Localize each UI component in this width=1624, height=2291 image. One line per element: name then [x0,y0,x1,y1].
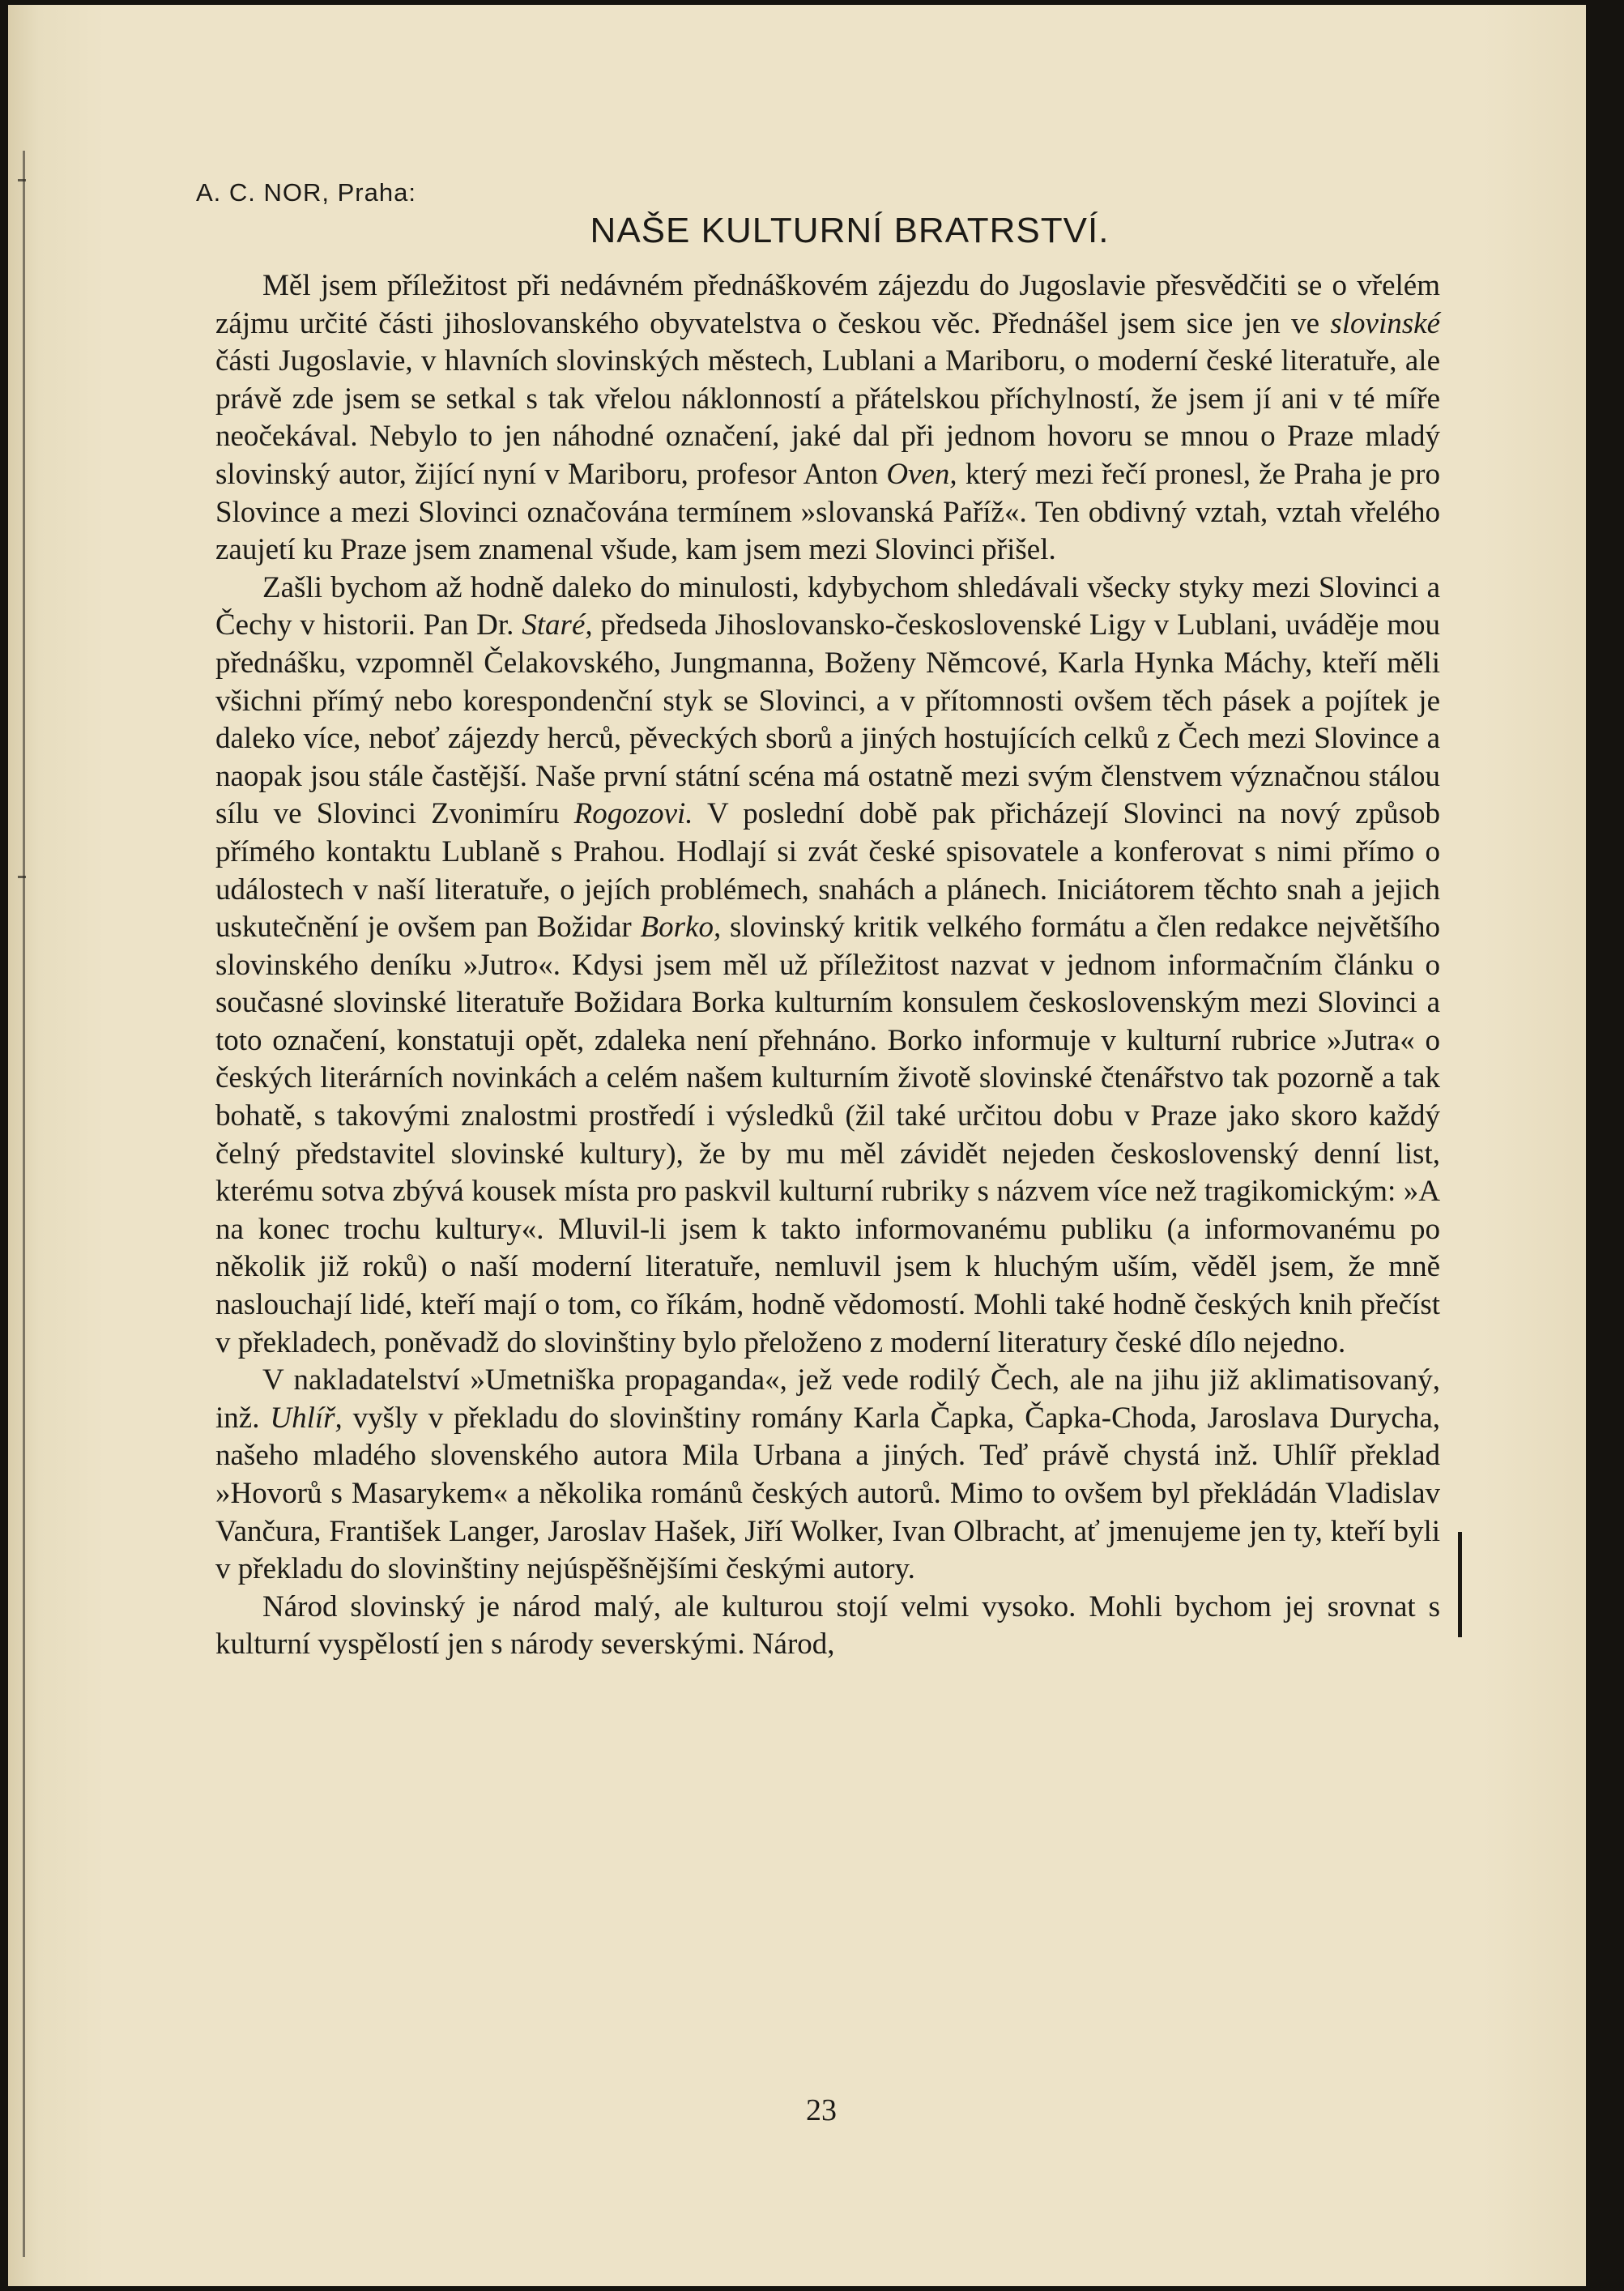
margin-tick [18,876,26,878]
article-title: NAŠE KULTURNÍ BRATRSTVÍ. [590,211,1110,250]
article-author: A. C. NOR, Praha: [196,178,416,207]
paragraph-1: Měl jsem příležitost při nedávném přednáškovém zájezdu do Jugoslavie přesvědčiti se o vřelém zájmu určité části jihoslovanského obyvatelstva o českou věc. Přednášel jsem sice jen ve slovinské části Jugoslavie, v hlavních slovinských městech, Lublani a Mariboru, o moderní české literatuře, ale právě zde jsem se setkal s tak vřelou náklonností a přátelskou příchylností, že jsem jí ani v té míře neočekával. Nebylo to jen náhodné označení, jaké dal při jednom hovoru se mnou o Praze mladý slovinský autor, žijící nyní v Mariboru, profesor Anton Oven, který mezi řečí pronesl, že Praha je pro Slovince a mezi Slovinci označována termínem »slovanská Paříž«. Ten obdivný vztah, vztah vřelého zaujetí ku Praze jsem znamenal všude, kam jsem mezi Slovinci přišel. [215,269,1440,567]
article-body [215,267,1440,1664]
paragraph-3: V nakladatelství »Umetniška propaganda«, jež vede rodilý Čech, ale na jihu již aklimatisovaný, inž. Uhlíř, vyšly v překladu do slovinštiny romány Karla Čapka, Čapka-Choda, Jaroslava Durycha, našeho mladého slovenského autora Mila Urbana a jiných. Teď právě chystá inž. Uhlíř překlad »Hovorů s Masarykem« a několika románů českých autorů. Mimo to ovšem byl překládán Vladislav Vančura, František Langer, Jaroslav Hašek, Jiří Wolker, Ivan Olbracht, ať jmenujeme jen ty, kteří byli v překladu do slovinštiny nejúspěšnějšími českými autory. [215,1363,1440,1586]
binding-edge [23,151,25,2257]
paragraph-2: Zašli bychom až hodně daleko do minulosti, kdybychom shledávali všecky styky mezi Slovinci a Čechy v historii. Pan Dr. Staré, předseda Jihoslovansko-československé Ligy v Lublani, uváděje mou přednášku, vzpomněl Čelakovského, Jungmanna, Boženy Němcové, Karla Hynka Máchy, kteří měli všichni přímý nebo korespondenční styk se Slovinci, a v přítomnosti ovšem těch pásek a pojítek je daleko více, neboť zájezdy herců, pěveckých sborů a jiných hostujících celků z Čech mezi Slovince a naopak jsou stále častější. Naše první státní scéna má ostatně mezi svým členstvem význačnou stálou sílu ve Slovinci Zvonimíru Rogozovi. V poslední době pak přicházejí Slovinci na nový způsob přímého kontaktu Lublaně s Prahou. Hodlají si zvát české spisovatele a konferovat s nimi přímo o událostech v naší literatuře, o jejích problémech, snahách a plánech. Iniciátorem těchto snah a jejich uskutečnění je ovšem pan Božidar Borko, slovinský kritik velkého formátu a člen redakce největšího slovinského deníku »Jutro«. Kdysi jsem měl už příležitost nazvat v jednom informačním článku o současné slovinské literatuře Božidara Borka kulturním konsulem československým mezi Slovinci a toto označení, konstatuji opět, zdaleka není přehnáno. Borko informuje v kulturní rubrice »Jutra« o českých literárních novinkách a celém našem kulturním životě slovinské čtenářstvo tak pozorně a tak bohatě, s takovými znalostmi prostředí i výsledků (žil také určitou dobu v Praze jako skoro každý čelný představitel slovinské kultury), že by mu měl závidět nejeden československý denní list, kterému sotva zbývá kousek místa pro paskvil kulturní rubriky s názvem více než tragikomickým: »A na konec trochu kultury«. Mluvil-li jsem k takto informovanému publiku (a informovanému po několik již roků) o naší moderní literatuře, nemluvil jsem k hluchým uším, věděl jsem, že mně naslouchají lidé, kteří mají o tom, co říkám, hodně vědomostí. Mohli také hodně českých knih přečíst v překladech, poněvadž do slovinštiny bylo přeloženo z moderní literatury české dílo nejedno. [215,570,1440,1359]
book-page [8,5,1586,2286]
margin-annotation-bar [1458,1532,1462,1637]
margin-tick [18,179,26,181]
paragraph-4: Národ slovinský je národ malý, ale kulturou stojí velmi vysoko. Mohli bychom jej srovnat s kulturní vyspělostí jen s národy severskými. Národ, [215,1589,1440,1662]
page-number: 23 [806,2093,837,2127]
